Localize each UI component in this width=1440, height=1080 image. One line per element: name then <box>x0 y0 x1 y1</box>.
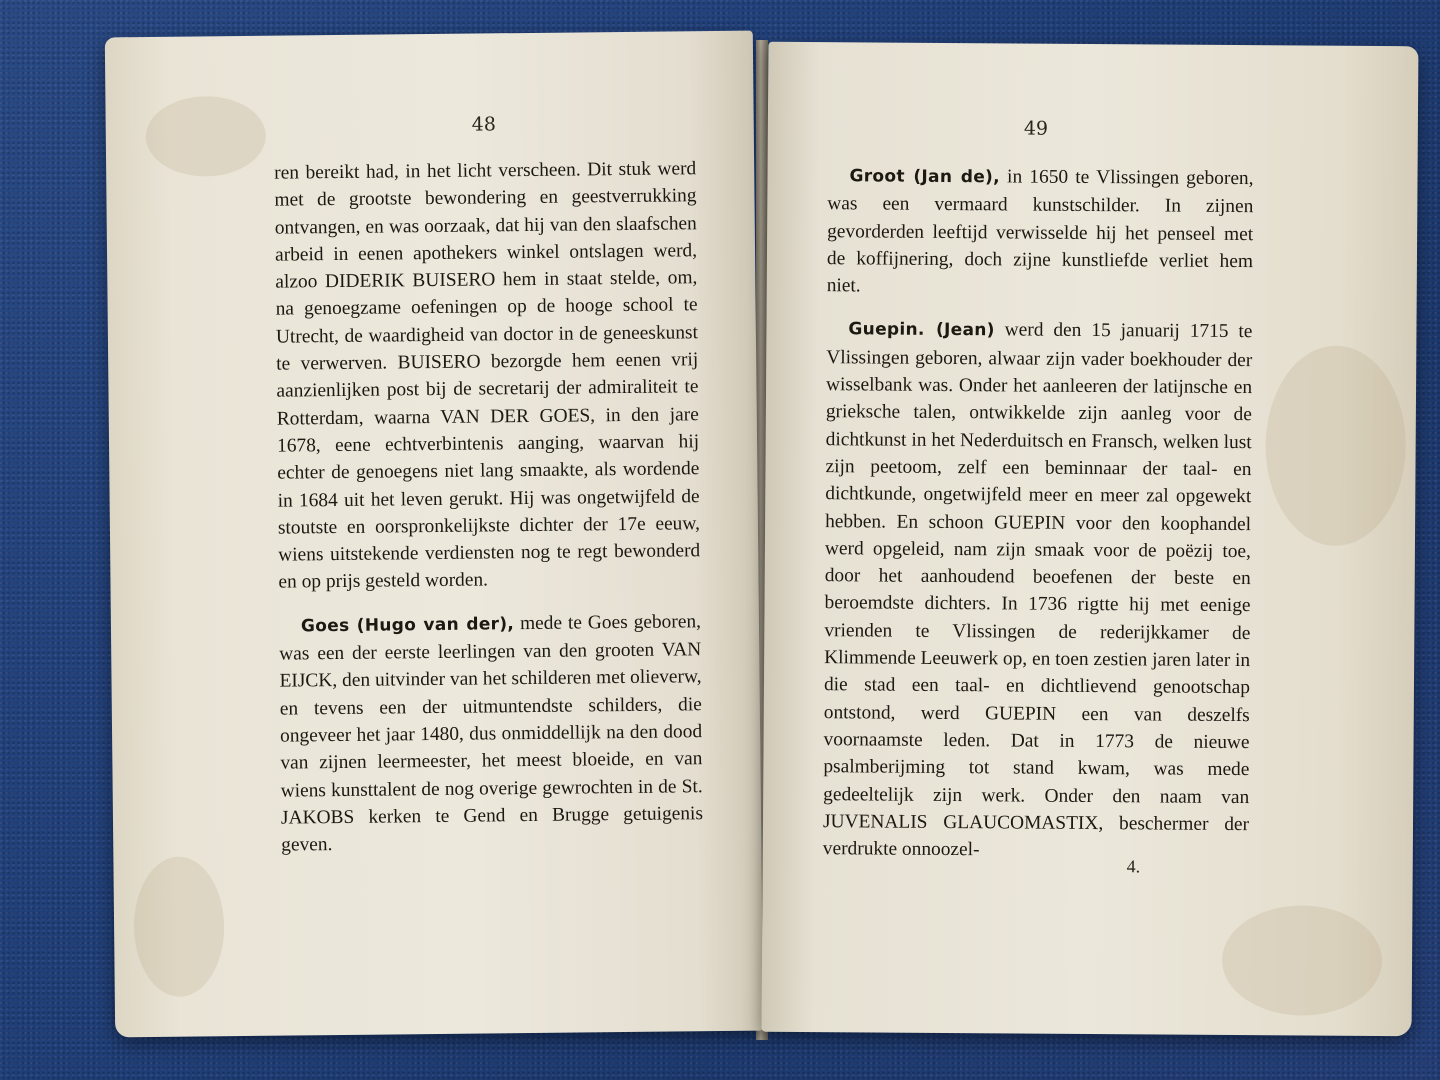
entry-heading: Goes (Hugo van der), <box>300 613 515 637</box>
page-number-left: 48 <box>471 113 497 136</box>
right-page-text <box>823 162 1254 865</box>
entry-body: mede te Goes geboren, was een der eerste leerlingen van den grooten VAN EIJCK, den uitvinder van het schilderen met olieverw, en tevens een der uitmuntendste schilders, die ongeveer het jaar 1480, dus onmiddellijk na den dood van zijnen leermeester, het meest bloeide, en van wiens kunsttalent de nog overige gewrochten in de St. JAKOBS kerken te Gend en Brugge getuigenis geven. <box>279 610 704 856</box>
entry-groot <box>827 162 1254 302</box>
paper-stain <box>1265 345 1406 546</box>
paragraph: ren bereikt had, in het licht verscheen. Dit stuk werd met de grootste bewondering en geestverrukking ontvangen, en was oorzaak, dat hij van den slaafschen arbeid in eenen apothekers winkel ontslagen werd, alzoo DIDERIK BUISERO hem in staat stelde, om, na genoegzame oefeningen op de hooge school te Utrecht, de waardigheid van doctor in de geneeskunst te verwerven. BUISERO bezorgde hem eenen vrij aanzienlijken post bij de secretarij der admiraliteit te Rotterdam, waarna VAN DER GOES, in den jare 1678, eene echtverbintenis aanging, waarvan hij echter de genoegens niet lang smaakte, als wordende in 1684 uit het leven gerukt. Hij was ongetwijfeld de stoutste en oorspronkelijkste dichter der 17e eeuw, wiens uitstekende verdiensten nog te regt bewonderd en op prijs gesteld worden. <box>274 158 701 594</box>
paper-stain <box>133 856 224 997</box>
paper-stain <box>145 96 266 177</box>
entry-heading: Guepin. (Jean) <box>848 319 995 341</box>
signature-mark: 4. <box>1126 856 1141 877</box>
left-page <box>105 31 763 1038</box>
entry-guepin <box>823 316 1253 866</box>
right-page <box>762 42 1419 1037</box>
entry-body: werd den 15 januarij 1715 te Vlissingen geboren, alwaar zijn vader boekhouder der wisselbank was. Onder het aanleeren der latijnsche en grieksche talen, ontwikkelde zijn aanleg voor de dichtkunst in het Nederduitsch en Fransch, welken lust zijn peetoom, zelf een beminnaar der taal- en dichtkunde, ongetwijfeld meer en meer zal opgewekt hebben. En schoon GUEPIN voor den koophandel werd opgeleid, nam zijn smaak voor de poëzij toe, door het aanhoudend beoefenen der beste en beroemdste dichters. In 1736 rigtte hij met eenige vrienden te Vlissingen de rederijkkamer de Klimmende Leeuwerk op, en toen zestien jaren later in die stad een taal- en dichtlievend genootschap ontstond, werd GUEPIN een van deszelfs voornaamste leden. Dat in 1773 de nieuwe psalmberijming tot stand kwam, was mede gedeeltelijk zijn werk. Onder den naam van JUVENALIS GLAUCOMASTIX, beschermer der verdrukte onnoozel- <box>822 319 1253 861</box>
paper-stain <box>1222 905 1383 1016</box>
entry-body: in 1650 te Vlissingen geboren, was een vermaard kunstschilder. In zijnen gevorderden leeftijd verwisselde hij het penseel met de koffijnering, doch zijne kunstliefde verliet hem niet. <box>826 166 1254 297</box>
entry-heading: Groot (Jan de), <box>849 166 1000 188</box>
entry-goes <box>279 608 704 859</box>
page-number-right: 49 <box>1023 117 1049 140</box>
left-page-text <box>274 155 703 859</box>
